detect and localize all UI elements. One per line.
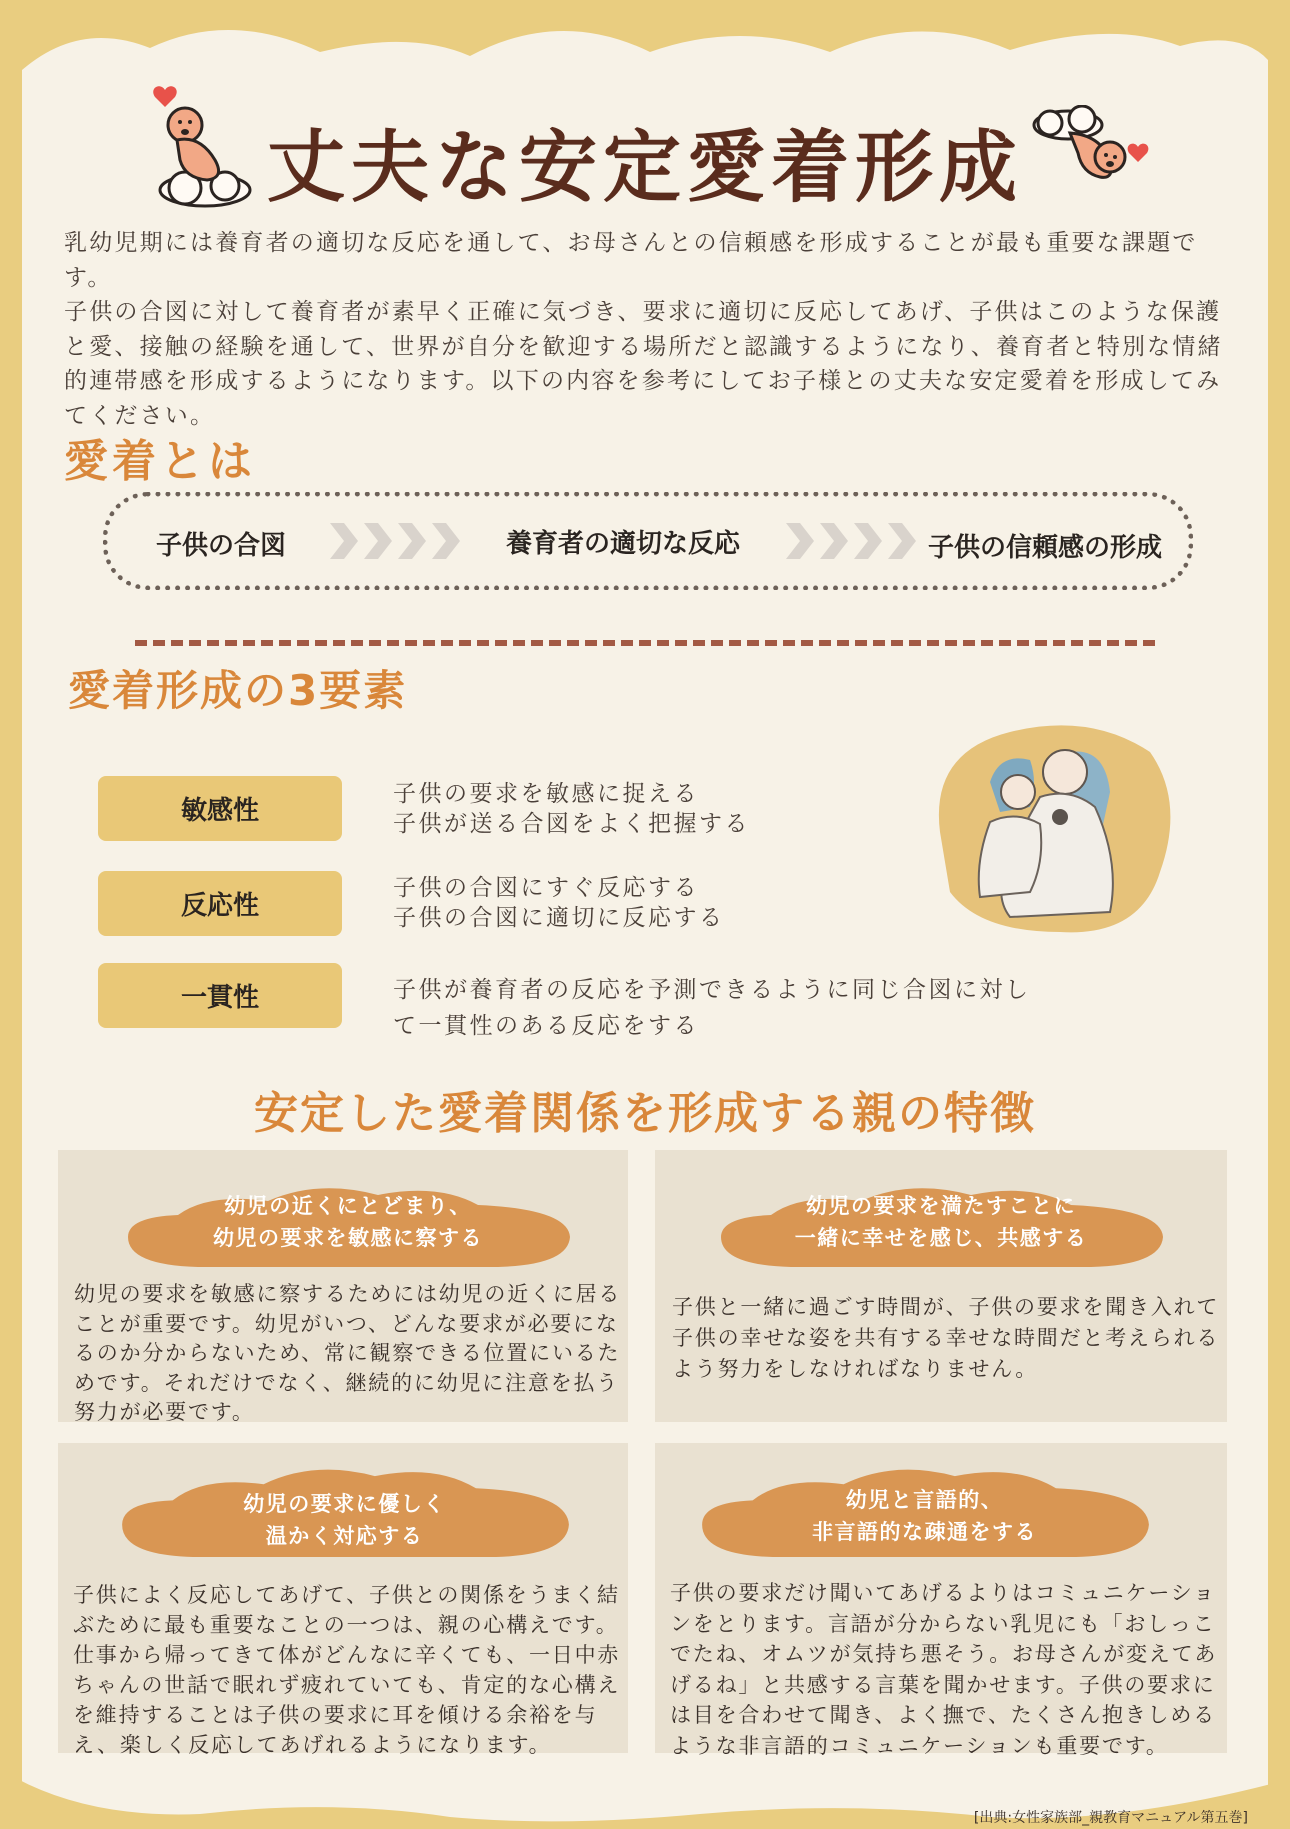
intro-line: 乳幼児期には養育者の適切な反応を通して、お母さんとの信頼感を形成することが最も重要な課題で (64, 230, 1198, 256)
element-line: 子供が養育者の反応を予測できるように同じ合図に対し (393, 977, 1031, 1003)
feature-title-line: 幼児の要求に優しく (243, 1492, 446, 1516)
feature-title-line: 幼児の要求を満たすことに (806, 1194, 1076, 1218)
element-line: て一貫性のある反応をする (393, 1013, 699, 1039)
element-label-sensitivity: 敏感性 (98, 776, 342, 841)
feature-body (73, 1580, 620, 1760)
feature-line: 努力が必要です。 (74, 1400, 255, 1424)
feature-line: ことが重要です。幼児がいつ、どんな要求が必要にな (74, 1311, 619, 1336)
feature-body (672, 1292, 1219, 1385)
feature-title (692, 1484, 1157, 1548)
feature-line: ような非言語的コミュニケーションも重要です。 (670, 1733, 1169, 1758)
attachment-flow (103, 492, 1193, 590)
feature-line: げるね」と共感する言葉を聞かせます。子供の要求に (670, 1672, 1216, 1697)
intro-line: 的連帯感を形成するようになります。以下の内容を参考にしてお子様との丈夫な安定愛着を形成してみ (64, 368, 1222, 394)
element-description (393, 972, 1031, 1044)
element-line: 子供の合図にすぐ反応する (393, 875, 699, 901)
feature-line: 子供の幸せな姿を共有する幸せな時間だと考えられる (672, 1326, 1220, 1350)
feature-title-line: 非言語的な疎通をする (812, 1520, 1037, 1544)
element-line: 子供の合図に適切に反応する (393, 905, 725, 931)
chevron-arrows-icon (330, 519, 470, 563)
element-line: 子供が送る合図をよく把握する (393, 811, 750, 837)
feature-line: 子供によく反応してあげて、子供との関係をうまく結 (73, 1583, 620, 1607)
feature-line: よう努力をしなければなりません。 (672, 1357, 1039, 1381)
element-description (393, 873, 725, 933)
mother-child-illustration (920, 712, 1180, 942)
feature-title-line: 幼児と言語的、 (845, 1488, 1004, 1512)
feature-line: を維持することは子供の要求に耳を傾ける余裕を与 (73, 1703, 598, 1727)
feature-body (670, 1578, 1217, 1761)
feature-line: 幼児の要求を敏感に察するためには幼児の近くに居る (74, 1282, 622, 1306)
intro-line: 子供の合図に対して養育者が素早く正確に気づき、要求に適切に反応してあげ、子供はこのような保護 (64, 299, 1222, 325)
feature-line: めです。それだけでなく、継続的に幼児に注意を払う (74, 1370, 620, 1395)
feature-title (112, 1488, 577, 1552)
intro-line: す。 (64, 264, 113, 291)
source-citation: [出典:女性家族部_親教育マニュアル第五巻] (973, 1810, 1248, 1826)
intro-line: と愛、接触の経験を通して、世界が自分を歓迎する場所だと認識するようになり、養育者と特別な情緒 (64, 333, 1223, 360)
flow-step-trust: 子供の信頼感の形成 (928, 533, 1163, 563)
feature-title-line: 幼児の近くにとどまり、 (224, 1194, 472, 1218)
intro-paragraph (64, 226, 1229, 433)
feature-line: え、楽しく反応してあげれるようになります。 (73, 1733, 552, 1757)
feature-line: は目を合わせて聞き、よく撫で、たくさん抱きしめる (670, 1703, 1216, 1727)
element-line: 子供の要求を敏感に捉える (393, 781, 699, 807)
element-label-responsiveness: 反応性 (98, 871, 342, 936)
element-label-consistency: 一貫性 (98, 963, 342, 1028)
feature-title-line: 一緒に幸せを感じ、共感する (794, 1226, 1088, 1250)
feature-line: 子供の要求だけ聞いてあげるよりはコミュニケーショ (670, 1581, 1216, 1605)
feature-line: 仕事から帰ってきて体がどんなに辛くても、一日中赤 (73, 1643, 621, 1667)
feature-line: ちゃんの世話で眠れず疲れていても、肯定的な心構え (73, 1673, 621, 1697)
section-heading-features: 安定した愛着関係を形成する親の特徴 (254, 1088, 1036, 1139)
feature-line: 子供と一緒に過ごす時間が、子供の要求を聞き入れて (672, 1295, 1220, 1319)
feature-line: ンをとります。言語が分からない乳児にも「おしっこ (670, 1611, 1216, 1636)
feature-title (118, 1190, 578, 1254)
feature-title (710, 1190, 1172, 1254)
feature-title-line: 幼児の要求を敏感に察する (213, 1226, 483, 1250)
section-heading-attachment: 愛着とは (64, 436, 256, 487)
feature-body (74, 1280, 621, 1428)
flow-step-signal: 子供の合図 (156, 531, 287, 561)
flow-step-response: 養育者の適切な反応 (506, 529, 741, 559)
chevron-arrows-icon (786, 519, 926, 563)
feature-title-line: 温かく対応する (265, 1524, 424, 1548)
section-heading-elements: 愛着形成の3要素 (68, 666, 408, 715)
feature-line: ぶために最も重要なことの一つは、親の心構えです。 (73, 1613, 619, 1637)
page-title: 丈夫な安定愛着形成 (266, 123, 1023, 213)
feature-line: るのか分からないため、常に観察できる位置にいるた (74, 1341, 621, 1365)
section-divider (135, 640, 1155, 646)
element-description (393, 779, 750, 839)
intro-line: てください。 (64, 402, 216, 429)
feature-line: でたね、オムツが気持ち悪そう。お母さんが変えてあ (670, 1642, 1218, 1666)
heart-icon (153, 86, 176, 107)
